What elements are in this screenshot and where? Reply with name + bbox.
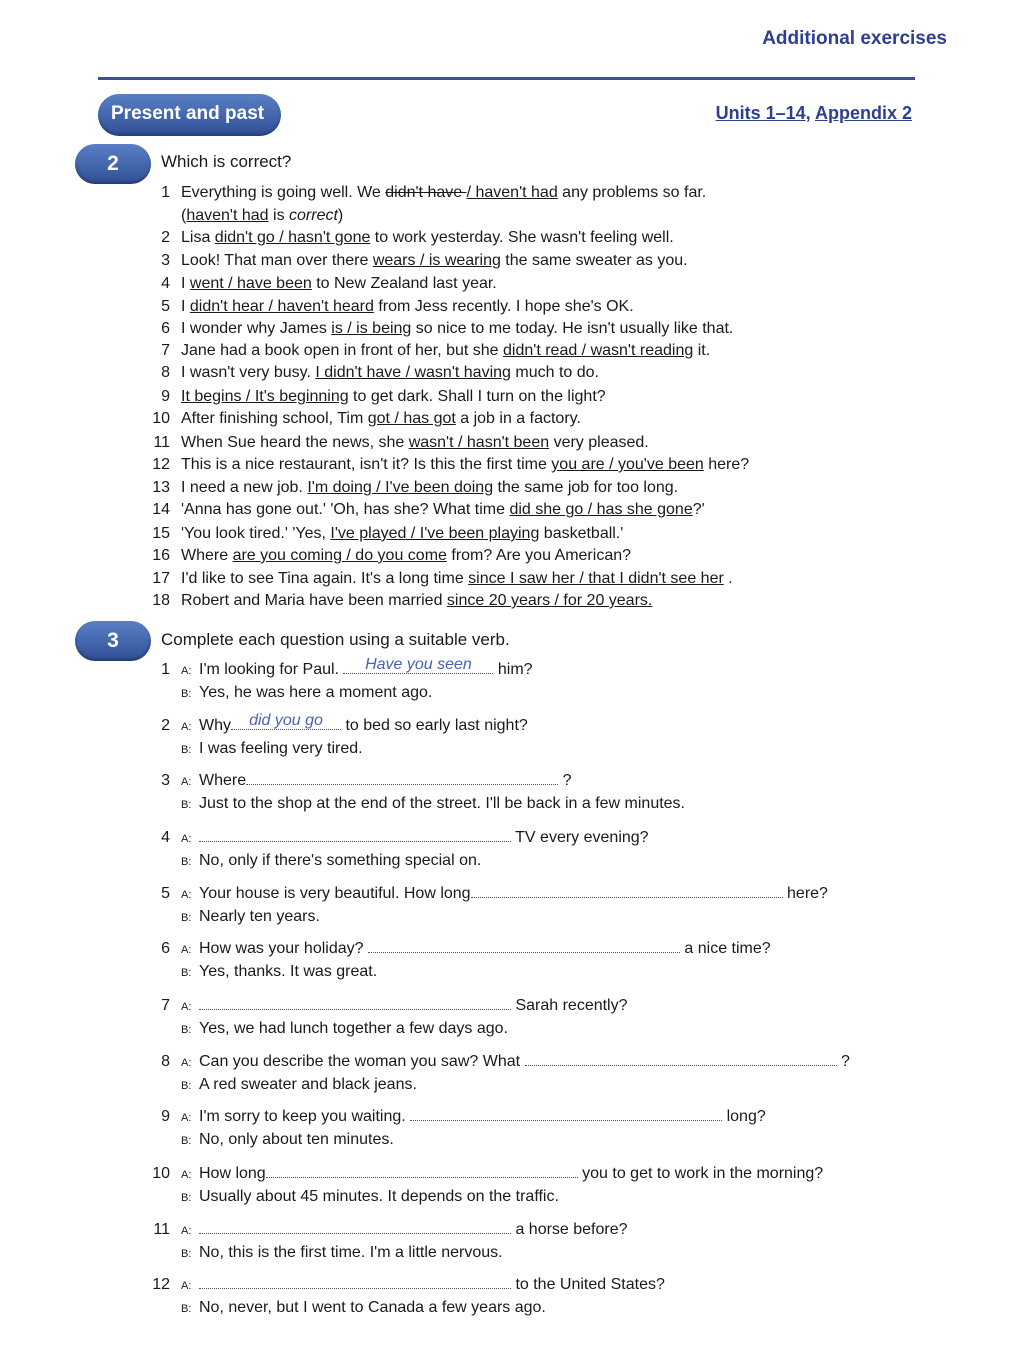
item-number: 4 <box>161 275 170 292</box>
item-text: Where <box>181 547 233 564</box>
ex2-item-7 <box>140 340 710 362</box>
question-text-post: TV every evening? <box>511 829 649 846</box>
item-text-post: ?' <box>692 501 705 518</box>
item-text: I <box>181 298 190 315</box>
ex3-item-11-b <box>140 1242 503 1264</box>
item-number: 11 <box>153 434 170 451</box>
speaker-a-label: A: <box>181 1057 192 1069</box>
item-text: Robert and Maria have been married <box>181 592 447 609</box>
item-text: 'You look tired.' 'Yes, <box>181 525 331 542</box>
item-text: Everything is going well. We <box>181 184 386 201</box>
item-text-post: much to do. <box>510 364 599 381</box>
item-number: 3 <box>161 772 170 789</box>
item-text-post: the same sweater as you. <box>500 252 688 269</box>
speaker-b-label: B: <box>181 1135 192 1147</box>
choice-options: I'm doing / I've been doing <box>307 479 494 496</box>
item-text-post: basketball.' <box>539 525 624 542</box>
choice-options: got / has got <box>367 410 456 427</box>
speaker-b-label: B: <box>181 912 192 924</box>
ex3-item-3-b <box>140 793 685 815</box>
item-text: I wonder why James <box>181 320 332 337</box>
question-text-post: long? <box>722 1108 766 1125</box>
choice-options: didn't go / hasn't gone <box>214 229 371 246</box>
item-number: 11 <box>153 1221 170 1238</box>
ex2-item-3 <box>140 250 688 272</box>
ex3-item-8-a <box>140 1051 850 1073</box>
ex2-item-9 <box>140 386 606 408</box>
answer-blank[interactable] <box>266 1163 578 1178</box>
note-is: is <box>268 207 290 224</box>
correct-option: haven't had <box>475 184 558 201</box>
choice-options: didn't read / wasn't reading <box>503 342 694 359</box>
exercise-3-badge: 3 <box>75 621 151 661</box>
choice-options: did she go / has she gone <box>509 501 693 518</box>
ex2-example-note: (haven't had is correct) <box>181 207 344 224</box>
item-number: 7 <box>161 997 170 1014</box>
question-text-post: here? <box>782 885 828 902</box>
answer-blank[interactable] <box>343 656 493 674</box>
exercise-2-badge: 2 <box>75 144 151 184</box>
speaker-a-label: A: <box>181 721 192 733</box>
question-text-post: you to get to work in the morning? <box>577 1165 824 1182</box>
question-text: Where <box>199 772 247 789</box>
ex3-item-12-b <box>140 1297 546 1319</box>
speaker-a-label: A: <box>181 1225 192 1237</box>
response-text: Usually about 45 minutes. It depends on the traffic. <box>199 1188 559 1205</box>
answer-blank[interactable] <box>231 712 341 730</box>
speaker-b-label: B: <box>181 1248 192 1260</box>
ex3-item-11-a <box>140 1219 628 1241</box>
choice-options: since I saw her / that I didn't see her <box>468 570 724 587</box>
ex3-item-2-b <box>140 738 363 760</box>
ex2-item-18 <box>140 590 652 612</box>
speaker-b-label: B: <box>181 967 192 979</box>
speaker-b-label: B: <box>181 1192 192 1204</box>
item-number: 10 <box>152 410 170 427</box>
item-number: 8 <box>161 364 170 381</box>
answer-blank[interactable] <box>410 1106 722 1121</box>
choice-options: I've played / I've been playing <box>330 525 540 542</box>
slash: / <box>466 184 476 201</box>
note-answer: haven't had <box>186 207 269 224</box>
item-text-post: to New Zealand last year. <box>311 275 497 292</box>
ex3-item-1-a <box>140 656 533 681</box>
ex2-item-1 <box>140 182 706 204</box>
response-text: Nearly ten years. <box>199 908 320 925</box>
item-number: 13 <box>152 479 170 496</box>
choice-options: wears / is wearing <box>372 252 501 269</box>
question-text-post: him? <box>493 661 533 678</box>
ex3-item-7-b <box>140 1018 508 1040</box>
answer-blank[interactable] <box>525 1051 837 1066</box>
response-text: A red sweater and black jeans. <box>199 1076 417 1093</box>
speaker-a-label: A: <box>181 1280 192 1292</box>
question-text-post: a nice time? <box>679 940 771 957</box>
question-text-post: ? <box>836 1053 850 1070</box>
speaker-b-label: B: <box>181 688 192 700</box>
item-text-post: from Jess recently. I hope she's OK. <box>373 298 634 315</box>
ex2-item-6 <box>140 318 733 340</box>
ex2-item-12 <box>140 454 749 476</box>
response-text: No, only about ten minutes. <box>199 1131 394 1148</box>
speaker-a-label: A: <box>181 1169 192 1181</box>
units-separator: , <box>805 103 811 123</box>
answer-blank[interactable] <box>199 1219 511 1234</box>
answer-blank[interactable] <box>368 938 680 953</box>
item-text: I wasn't very busy. <box>181 364 316 381</box>
ex3-item-1-b <box>140 682 432 704</box>
question-text: How long <box>199 1165 266 1182</box>
ex3-item-9-b <box>140 1129 394 1151</box>
item-text: After finishing school, Tim <box>181 410 368 427</box>
speaker-a-label: A: <box>181 889 192 901</box>
choice-options: wasn't / hasn't been <box>408 434 550 451</box>
header-rule <box>98 77 915 80</box>
item-text: Look! That man over there <box>181 252 373 269</box>
answer-text: did you go <box>249 712 323 729</box>
ex3-item-9-a <box>140 1106 766 1128</box>
item-text-post: so nice to me today. He isn't usually like that. <box>411 320 734 337</box>
appendix-link[interactable]: Appendix 2 <box>814 103 912 123</box>
item-text-post: from? Are you American? <box>446 547 632 564</box>
choice-options: It begins / It's beginning <box>181 388 349 405</box>
item-number: 17 <box>152 570 170 587</box>
item-text-post: to work yesterday. She wasn't feeling well. <box>370 229 674 246</box>
choice-options: didn't hear / haven't heard <box>189 298 374 315</box>
exercise-3-instruction: Complete each question using a suitable verb. <box>161 630 510 649</box>
ex2-item-15 <box>140 523 623 545</box>
item-number: 8 <box>161 1053 170 1070</box>
item-number: 6 <box>161 320 170 337</box>
ex3-item-3-a <box>140 770 571 792</box>
question-text: How was your holiday? <box>199 940 368 957</box>
ex2-item-2 <box>140 227 674 249</box>
question-text: Your house is very beautiful. How long <box>199 885 471 902</box>
item-number: 2 <box>161 717 170 734</box>
note-correct: correct <box>289 207 338 224</box>
answer-blank[interactable] <box>199 995 511 1010</box>
ex2-item-10 <box>140 408 581 430</box>
item-text-post: it. <box>693 342 711 359</box>
item-text: Lisa <box>181 229 215 246</box>
item-text-post: very pleased. <box>549 434 649 451</box>
item-text-post: to get dark. Shall I turn on the light? <box>348 388 606 405</box>
speaker-b-label: B: <box>181 1080 192 1092</box>
response-text: Yes, he was here a moment ago. <box>199 684 433 701</box>
section-title-pill: Present and past <box>98 94 281 136</box>
choice-options: is / is being <box>331 320 412 337</box>
speaker-a-label: A: <box>181 944 192 956</box>
answer-blank[interactable] <box>199 1274 511 1289</box>
response-text: Just to the shop at the end of the street. I'll be back in a few minutes. <box>199 795 685 812</box>
item-text-post: the same job for too long. <box>493 479 679 496</box>
speaker-b-label: B: <box>181 799 192 811</box>
response-text: Yes, thanks. It was great. <box>199 963 378 980</box>
item-text: I <box>181 275 190 292</box>
units-reference <box>716 103 912 124</box>
choice-options: went / have been <box>189 275 312 292</box>
item-number: 14 <box>152 501 170 518</box>
question-text-post: a horse before? <box>511 1221 628 1238</box>
ex3-item-5-b <box>140 906 320 928</box>
response-text: No, never, but I went to Canada a few years ago. <box>199 1299 546 1316</box>
question-text-post: ? <box>558 772 572 789</box>
response-text: No, only if there's something special on. <box>199 852 482 869</box>
speaker-a-label: A: <box>181 665 192 677</box>
ex2-item-8 <box>140 362 599 384</box>
item-text-post: any problems so far. <box>557 184 707 201</box>
question-text: Can you describe the woman you saw? What <box>199 1053 525 1070</box>
item-number: 12 <box>152 456 170 473</box>
ex3-item-4-b <box>140 850 481 872</box>
ex3-item-10-a <box>140 1163 823 1185</box>
speaker-a-label: A: <box>181 833 192 845</box>
ex3-item-2-a <box>140 712 528 737</box>
ex3-item-10-b <box>140 1186 559 1208</box>
choice-options: I didn't have / wasn't having <box>315 364 511 381</box>
choice-options: since 20 years / for 20 years. <box>446 592 653 609</box>
units-link[interactable]: Units 1–14 <box>715 103 806 123</box>
question-text: I'm looking for Paul. <box>199 661 344 678</box>
ex2-item-17 <box>140 568 733 590</box>
ex2-item-13 <box>140 477 678 499</box>
response-text: No, this is the first time. I'm a little nervous. <box>199 1244 503 1261</box>
ex2-item-14 <box>140 499 705 521</box>
response-text: I was feeling very tired. <box>199 740 363 757</box>
item-text-post: here? <box>703 456 750 473</box>
item-number: 18 <box>152 592 170 609</box>
item-number: 5 <box>161 885 170 902</box>
speaker-a-label: A: <box>181 1112 192 1124</box>
answer-blank[interactable] <box>471 883 783 898</box>
ex3-item-6-a <box>140 938 771 960</box>
question-text-post: Sarah recently? <box>511 997 628 1014</box>
item-text-post: a job in a factory. <box>455 410 581 427</box>
question-text: I'm sorry to keep you waiting. <box>199 1108 411 1125</box>
item-number: 4 <box>161 829 170 846</box>
speaker-a-label: A: <box>181 776 192 788</box>
ex3-item-12-a <box>140 1274 665 1296</box>
ex3-item-5-a <box>140 883 828 905</box>
speaker-b-label: B: <box>181 744 192 756</box>
ex3-item-4-a <box>140 827 649 849</box>
speaker-b-label: B: <box>181 856 192 868</box>
exercise-2-instruction: Which is correct? <box>161 152 292 171</box>
choice-options: you are / you've been <box>551 456 704 473</box>
item-number: 1 <box>161 661 170 678</box>
item-text: Jane had a book open in front of her, but she <box>181 342 504 359</box>
choice-options: are you coming / do you come <box>232 547 447 564</box>
answer-blank[interactable] <box>199 827 511 842</box>
item-text: This is a nice restaurant, isn't it? Is this the first time <box>181 456 552 473</box>
item-number: 6 <box>161 940 170 957</box>
item-number: 7 <box>161 342 170 359</box>
item-number: 3 <box>161 252 170 269</box>
header-title: Additional exercises <box>762 28 947 49</box>
ex2-item-11 <box>140 432 649 454</box>
item-text: 'Anna has gone out.' 'Oh, has she? What time <box>181 501 510 518</box>
speaker-b-label: B: <box>181 1303 192 1315</box>
ex2-item-5 <box>140 296 634 318</box>
item-number: 9 <box>161 1108 170 1125</box>
item-text: When Sue heard the news, she <box>181 434 409 451</box>
crossed-option: didn't have <box>385 184 467 201</box>
item-text-post: . <box>723 570 733 587</box>
item-number: 5 <box>161 298 170 315</box>
speaker-a-label: A: <box>181 1001 192 1013</box>
item-number: 1 <box>161 184 170 201</box>
answer-text: Have you seen <box>365 656 472 673</box>
speaker-b-label: B: <box>181 1024 192 1036</box>
item-text: I'd like to see Tina again. It's a long time <box>181 570 469 587</box>
ex3-item-7-a <box>140 995 628 1017</box>
item-number: 9 <box>161 388 170 405</box>
ex2-item-4 <box>140 273 497 295</box>
item-number: 12 <box>152 1276 170 1293</box>
question-text-post: to the United States? <box>511 1276 665 1293</box>
question-text-post: to bed so early last night? <box>341 717 528 734</box>
item-number: 15 <box>152 525 170 542</box>
item-number: 2 <box>161 229 170 246</box>
ex3-item-8-b <box>140 1074 417 1096</box>
item-text: I need a new job. <box>181 479 308 496</box>
question-text: Why <box>199 717 231 734</box>
item-number: 16 <box>152 547 170 564</box>
response-text: Yes, we had lunch together a few days ago. <box>199 1020 508 1037</box>
ex2-item-16 <box>140 545 631 567</box>
ex3-item-6-b <box>140 961 377 983</box>
item-number: 10 <box>152 1165 170 1182</box>
answer-blank[interactable] <box>246 770 558 785</box>
